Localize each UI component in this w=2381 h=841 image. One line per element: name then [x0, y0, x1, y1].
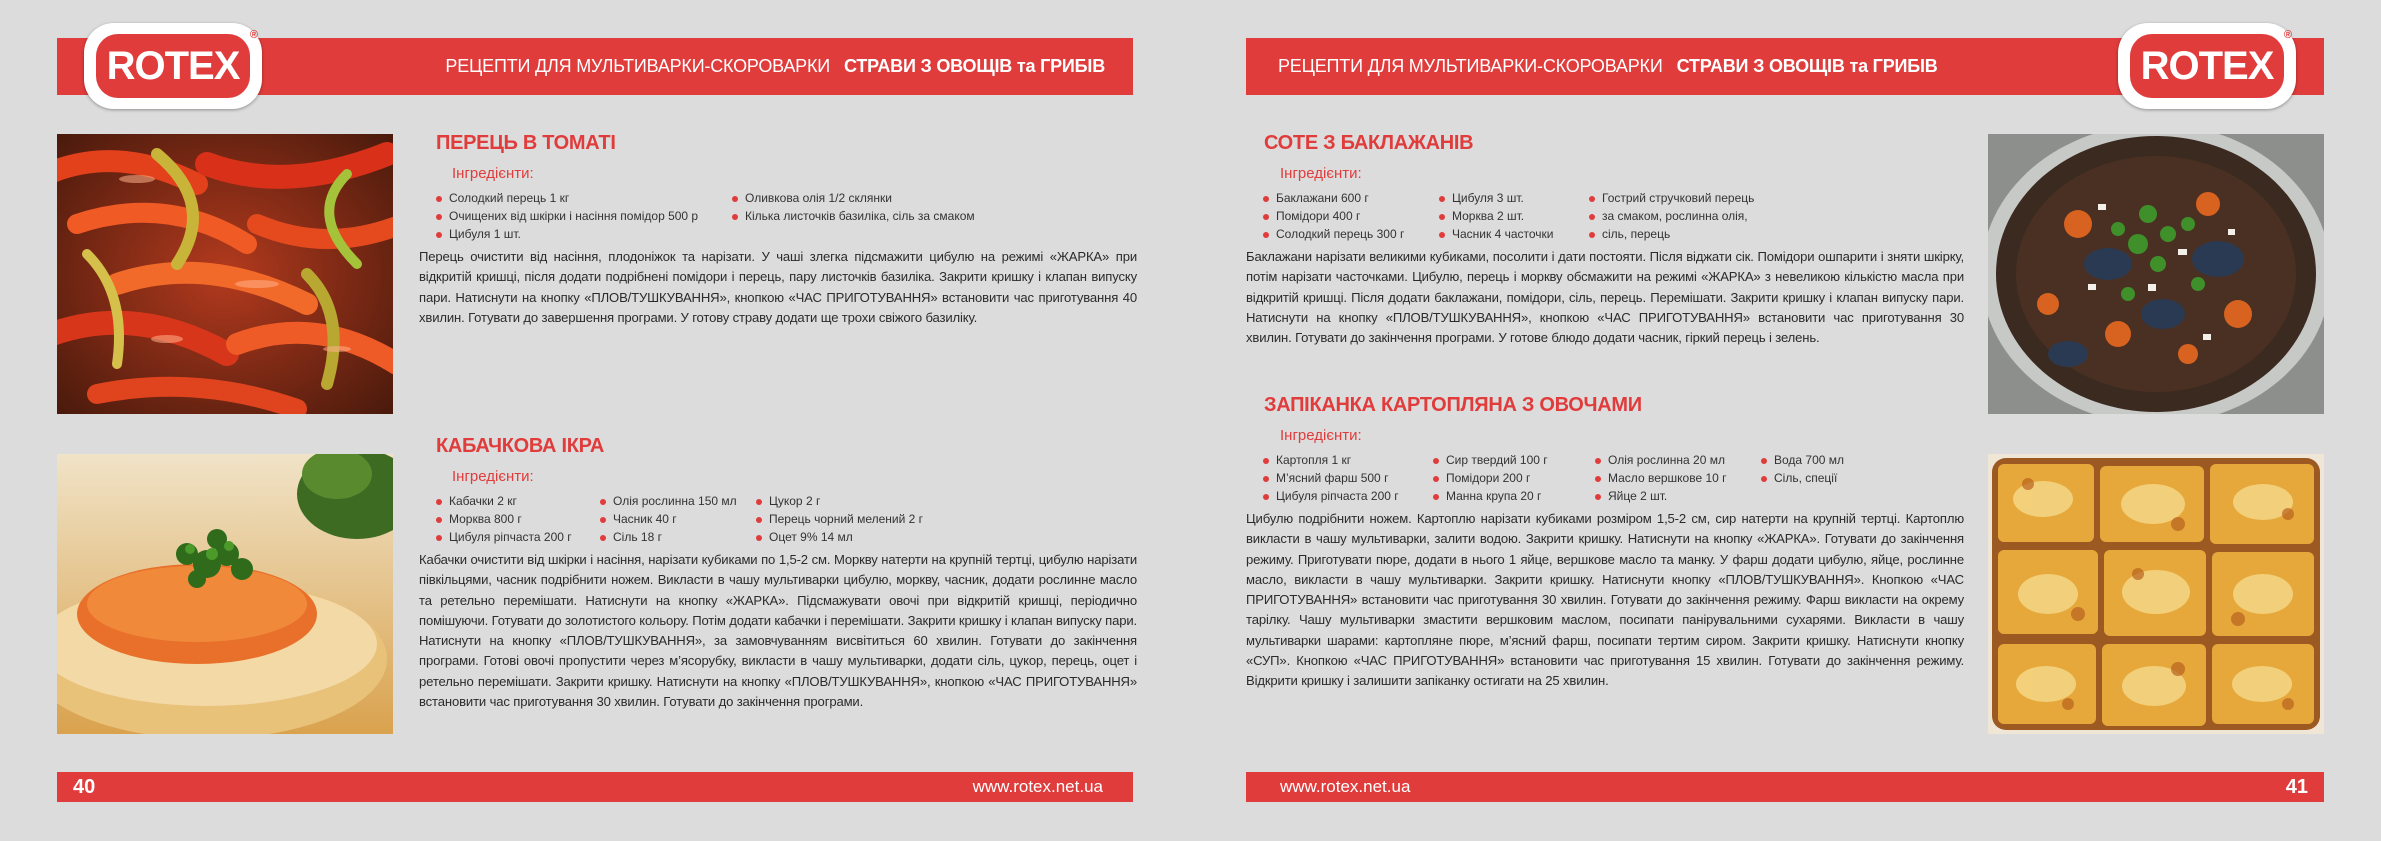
ingredient-item: Помідори 400 г [1262, 207, 1438, 225]
ingredient-item: Картопля 1 кг [1262, 451, 1432, 469]
ingredients-list [1262, 451, 1964, 505]
logo-text-left: ROTEX [96, 34, 250, 98]
eggplant-saute-illustration [1988, 134, 2324, 414]
ingredients-column [1262, 189, 1438, 243]
ingredient-item: Морква 800 г [435, 510, 599, 528]
ingredient-item: Солодкий перець 300 г [1262, 225, 1438, 243]
ingredient-item: Часник 4 часточки [1438, 225, 1588, 243]
recipe-instructions: Кабачки очистити від шкірки і насіння, нарізати кубиками по 1,5-2 см. Моркву натерти на крупній тертці, цибулю нарізати півкільцями, часник подрібнити ножем. Викласти в чашу мультиварки цибулю, моркву, часник, додати рослинне масло та ретельно перемішати. Натиснути на кнопку «ЖАРКА». Підсмажувати овочі при відкритій кришці, періодично помішуючи. Готувати до золотистого кольору. Потім додати кабачки і перемішати. Закрити кришку і клапан випуску пари. Натиснути на кнопку «ПЛОВ/ТУШКУВАННЯ», за замовчуванням висвітиться 60 хвилин. Готувати до закінчення програми. Готові овочі пропустити через м’ясорубку, викласти в чашу мультиварки, додати сіль, цукор, перець, оцет і ретельно перемішати. Закрити кришку. Натиснути на кнопку «ПЛОВ/ТУШКУВАННЯ», кнопкою «ЧАС ПРИГОТУВАННЯ» встановити час приготування 30 хвилин. Готувати до закінчення програми. [419, 552, 1137, 710]
ingredient-item: Масло вершкове 10 г [1594, 469, 1760, 487]
rotex-logo-right [2118, 23, 2296, 109]
ingredient-item: Оцет 9% 14 мл [755, 528, 923, 546]
ingredients-column [1760, 451, 1844, 505]
header-section-right: СТРАВИ З ОВОЩІВ та ГРИБІВ [1676, 56, 1938, 76]
ingredient-item: за смаком, рослинна олія, [1588, 207, 1754, 225]
potato-casserole-illustration [1988, 454, 2324, 734]
photo-eggplant-saute [1988, 134, 2324, 414]
ingredients-column [1432, 451, 1594, 505]
ingredients-list [1262, 189, 1964, 243]
recipe-title: СОТЕ З БАКЛАЖАНІВ [1264, 132, 1474, 154]
logo-text-right: ROTEX [2130, 34, 2284, 98]
ingredient-item: Цибуля ріпчаста 200 г [435, 528, 599, 546]
recipe-instructions: Цибулю подрібнити ножем. Картоплю нарізати кубиками розміром 1,5-2 см, сир натерти на крупній тертці. Картоплю викласти в чашу мультиварки, залити водою. Закрити кришку. Натиснути на кнопку «ЖАРКА». Готувати до закінчення режиму. Приготувати пюре, додати в нього 1 яйце, вершкове масло та манку. У фарш додати цибулю, яйце, рослинне масло, викласти в чашу мультиварки. Закрити кришку. Натиснути кнопку «ПЛОВ/ТУШКУВАННЯ». Кнопкою «ЧАС ПРИГОТУВАННЯ» встановити час приготування 30 хвилин. Готувати до закінчення режиму. Фарш викласти на окрему тарілку. Чашу мультиварки змастити вершковим маслом, посипати панірувальними сухарями. Викласти в чашу мультиварки шарами: картопляне пюре, м’ясний фарш, посипати тертим сиром. Закрити кришку. Натиснути кнопку «СУП». Кнопкою «ЧАС ПРИГОТУВАННЯ» встановити час приготування 15 хвилин. Готувати до закінчення режиму. Відкрити кришку і залишити запіканку остигати на 25 хвилин. [1246, 511, 1964, 689]
footer-url-left[interactable]: www.rotex.net.ua [972, 777, 1103, 796]
logo-registered-left: ® [249, 29, 258, 41]
ingredient-item: Сир твердий 100 г [1432, 451, 1594, 469]
ingredients-list [435, 189, 1137, 243]
ingredient-item: Баклажани 600 г [1262, 189, 1438, 207]
ingredients-column [599, 492, 755, 546]
ingredient-item: Оливкова олія 1/2 склянки [731, 189, 975, 207]
recipe-instructions: Перець очистити від насіння, плодоніжок та нарізати. У чаші злегка підсмажити цибулю на режимі «ЖАРКА» при відкритій кришці, після додати подрібнені помідори і перець, пару листочків базиліка. Закрити кришку і клапан випуску пари. Натиснути на кнопку «ПЛОВ/ТУШКУВАННЯ», кнопкою «ЧАС ПРИГОТУВАННЯ» встановити час приготування 40 хвилин. Готувати до завершення програми. У готову страву додати ще трохи свіжого базиліку. [419, 249, 1137, 325]
ingredient-item: Цибуля 1 шт. [435, 225, 731, 243]
logo-registered-right: ® [2283, 29, 2292, 41]
recipe-eggplant-saute [1246, 132, 1964, 348]
ingredient-item: Цукор 2 г [755, 492, 923, 510]
zucchini-caviar-illustration [57, 454, 393, 734]
photo-peppers-in-tomato [57, 134, 393, 414]
ingredient-item: Помідори 200 г [1432, 469, 1594, 487]
ingredient-item: М’ясний фарш 500 г [1262, 469, 1432, 487]
ingredient-item: Кабачки 2 кг [435, 492, 599, 510]
ingredients-heading: Інгредієнти: [1280, 427, 1362, 444]
ingredients-column [435, 492, 599, 546]
ingredient-item: Цибуля ріпчаста 200 г [1262, 487, 1432, 505]
recipe-zucchini-caviar [419, 435, 1137, 712]
ingredient-item: Манна крупа 20 г [1432, 487, 1594, 505]
photo-zucchini-caviar [57, 454, 393, 734]
ingredients-list [435, 492, 1137, 546]
header-section-left: СТРАВИ З ОВОЩІВ та ГРИБІВ [844, 56, 1105, 76]
ingredient-item: Цибуля 3 шт. [1438, 189, 1588, 207]
ingredient-item: Яйце 2 шт. [1594, 487, 1760, 505]
ingredient-item: Часник 40 г [599, 510, 755, 528]
header-series-left: РЕЦЕПТИ ДЛЯ МУЛЬТИВАРКИ-СКОРОВАРКИ [445, 56, 830, 76]
ingredient-item: Кілька листочків базиліка, сіль за смаком [731, 207, 975, 225]
ingredient-item: Сіль 18 г [599, 528, 755, 546]
peppers-illustration [57, 134, 393, 414]
recipe-peppers-in-tomato [419, 132, 1137, 328]
ingredient-item: Олія рослинна 20 мл [1594, 451, 1760, 469]
header-title-right [1278, 38, 1938, 95]
rotex-logo-left [84, 23, 262, 109]
ingredients-column [731, 189, 975, 243]
ingredients-column [1262, 451, 1432, 505]
ingredient-item: Морква 2 шт. [1438, 207, 1588, 225]
ingredient-item: Вода 700 мл [1760, 451, 1844, 469]
recipe-title: КАБАЧКОВА ІКРА [436, 435, 605, 457]
photo-potato-casserole [1988, 454, 2324, 734]
ingredients-heading: Інгредієнти: [452, 468, 534, 485]
header-series-right: РЕЦЕПТИ ДЛЯ МУЛЬТИВАРКИ-СКОРОВАРКИ [1278, 56, 1663, 76]
page-number-right: 41 [2285, 776, 2308, 798]
recipe-title: ПЕРЕЦЬ В ТОМАТІ [436, 132, 616, 154]
ingredients-column [1594, 451, 1760, 505]
page-number-left: 40 [73, 776, 96, 798]
ingredients-column [1438, 189, 1588, 243]
footer-bar-right [1246, 772, 2324, 802]
ingredients-heading: Інгредієнти: [1280, 165, 1362, 182]
ingredients-column [755, 492, 923, 546]
ingredients-heading: Інгредієнти: [452, 165, 534, 182]
recipe-instructions: Баклажани нарізати великими кубиками, посолити і дати постояти. Після віджати сік. Помідори ошпарити і зняти шкірку, потім нарізати часточками. Цибулю, перець і моркву обсмажити на режимі «ЖАРКА» з невеликою кількістю масла при відкритій кришці. Після додати баклажани, помідори, сіль, перець. Перемішати. Закрити кришку і клапан випуску пари. Натиснути на кнопку «ПЛОВ/ТУШКУВАННЯ», кнопкою «ЧАС ПРИГОТУВАННЯ» встановити час приготування 30 хвилин. Готувати до закінчення програми. У готове блюдо додати часник, гіркий перець і зелень. [1246, 249, 1964, 346]
ingredient-item: сіль, перець [1588, 225, 1754, 243]
ingredient-item: Солодкий перець 1 кг [435, 189, 731, 207]
recipe-potato-casserole [1246, 394, 1964, 692]
ingredient-item: Очищених від шкірки і насіння помідор 500 р [435, 207, 731, 225]
ingredients-column [1588, 189, 1754, 243]
footer-url-right[interactable]: www.rotex.net.ua [1280, 777, 1411, 796]
ingredient-item: Перець чорний мелений 2 г [755, 510, 923, 528]
ingredients-column [435, 189, 731, 243]
header-title-left [445, 38, 1105, 95]
ingredient-item: Сіль, спеції [1760, 469, 1844, 487]
recipe-title: ЗАПІКАНКА КАРТОПЛЯНА З ОВОЧАМИ [1264, 394, 1642, 416]
footer-bar-left [57, 772, 1133, 802]
ingredient-item: Олія рослинна 150 мл [599, 492, 755, 510]
ingredient-item: Гострий стручковий перець [1588, 189, 1754, 207]
